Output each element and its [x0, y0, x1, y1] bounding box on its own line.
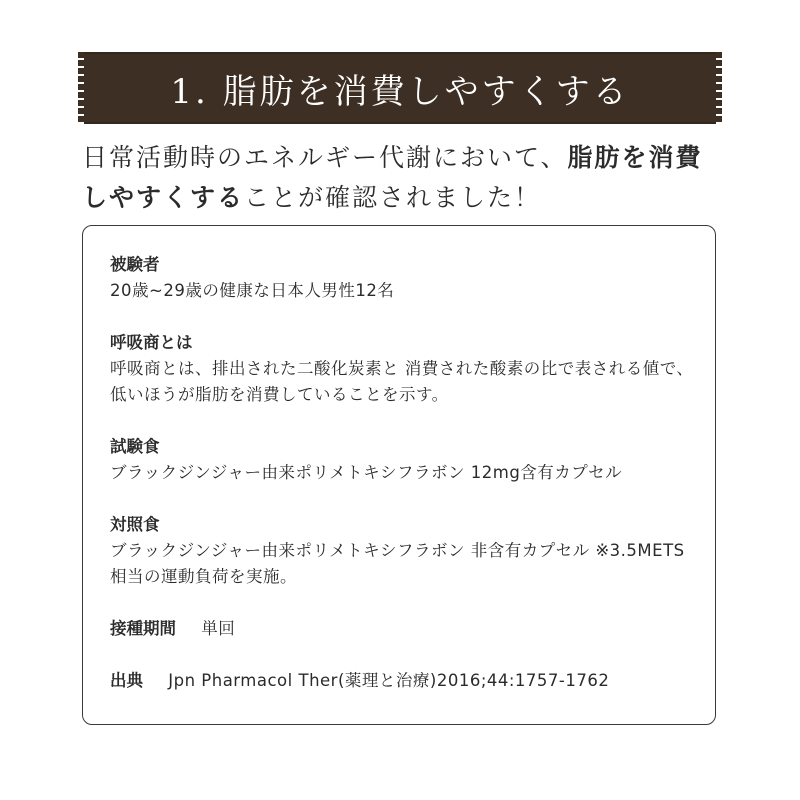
source-row — [110, 668, 700, 694]
source-text: Jpn Pharmacol Ther(薬理と治療)2016;44:1757-1762 — [168, 671, 610, 690]
rq-label: 呼吸商とは — [110, 333, 193, 352]
intro-text — [82, 138, 732, 218]
control-food-section — [110, 512, 700, 590]
section-banner — [80, 52, 720, 124]
test-food-text: ブラックジンジャー由来ポリメトキシフラボン 12mg含有カプセル — [110, 463, 623, 482]
rq-section — [110, 330, 700, 408]
period-text: 単回 — [201, 619, 236, 638]
intro-highlight-2: しやすくする — [82, 183, 245, 212]
study-details-box — [82, 225, 716, 725]
subjects-label: 被験者 — [110, 255, 160, 274]
control-food-text: ブラックジンジャー由来ポリメトキシフラボン 非含有カプセル ※3.5METS相当の運動負荷を実施。 — [110, 541, 685, 586]
banner-title: 1. 脂肪を消費しやすくする — [170, 71, 630, 112]
test-food-label: 試験食 — [110, 437, 160, 456]
test-food-section — [110, 434, 700, 486]
intro-highlight-1: 脂肪を消費 — [567, 143, 703, 172]
control-food-label: 対照食 — [110, 515, 160, 534]
period-row — [110, 616, 700, 642]
study-details — [110, 252, 700, 720]
subjects-section — [110, 252, 700, 304]
intro-suffix: ことが確認されました！ — [244, 183, 542, 212]
period-label: 接種期間 — [110, 619, 176, 638]
subjects-text: 20歳~29歳の健康な日本人男性12名 — [110, 281, 395, 300]
intro-prefix: 日常活動時のエネルギー代謝において、 — [82, 143, 568, 172]
rq-text: 呼吸商とは、排出された二酸化炭素と 消費された酸素の比で表される値で、 低いほうが脂肪を消費していることを示す。 — [110, 359, 694, 404]
source-label: 出典 — [110, 671, 143, 690]
